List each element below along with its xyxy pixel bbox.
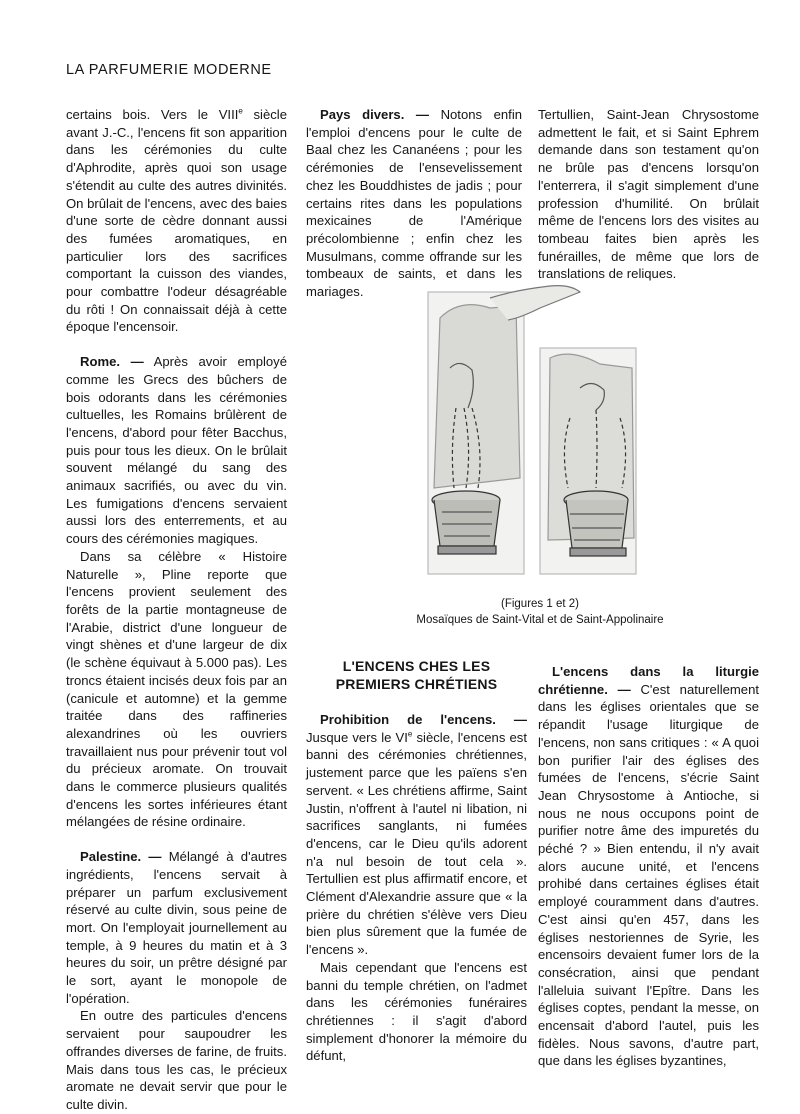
palestine-heading: Palestine. —	[80, 849, 162, 865]
figure-description: Mosaïques de Saint-Vital et de Saint-Appolinaire	[416, 614, 664, 626]
paragraph-prohibition: Prohibition de l'encens. — Jusque vers le VIe siècle, l'encens est banni des cérémonies chrétiennes, justement parce que les païens s'en servent. « Les chrétiens affirme, Saint Justin, n'offrent à l'autel ni libation, ni sacrifices sanglants, ni fumées d'encens, car le Dieu qu'ils adorent n'a nul besoin de tout cela ». Tertullien est plus affirmatif encore, et Clément d'Alexandrie assure que « la prière du chrétien s'élève vers Dieu bien plus sûrement que la fumée de l'encens ».	[306, 712, 527, 958]
column-1	[66, 106, 287, 1114]
running-header: LA PARFUMERIE MODERNE	[66, 62, 272, 78]
prohibition-heading: Prohibition de l'encens. —	[320, 712, 527, 727]
column-2-top	[306, 106, 522, 301]
paragraph-greece: certains bois. Vers le VIIIe siècle avant J.-C., l'encens fit son apparition dans les cérémonies du culte d'Aphrodite, après quoi son usage s'étendit au culte des autres divinités. On brûlait de l'encens, avec des baies d'une sorte de cèdre donnant aussi des fumées aromatiques, en particulier lors des sacrifices comportant la cuisson des viandes, pour combattre l'odeur désagréable du rôti ! On connaissait déjà à cette époque l'encensoir.	[66, 106, 287, 335]
paragraph-pline: Dans sa célèbre « Histoire Naturelle », Pline reporte que l'encens provient seulement des forêts de la partie montagneuse de l'Arabie, district d'une longueur de vingt shènes et d'une largeur de dix (le schène équivaut à 5.000 pas). Les troncs étaient incisés deux fois par an (canicule et automne) et la gemme traitée dans des raffineries alexandrines où les ouvriers travaillaient nus pour prévenir tout vol du précieux aromate. On trouvait dans le commerce plusieurs qualités d'encens les sortes inférieures étant mélangées de résine ordinaire.	[66, 548, 287, 830]
figure-number: (Figures 1 et 2)	[501, 598, 579, 610]
figure-caption	[400, 596, 680, 628]
liturgie-heading: L'encens dans la liturgie chrétienne. —	[538, 664, 759, 697]
paragraph-rome: Rome. — Après avoir employé comme les Grecs des bûchers de bois odorants dans les cérémonies cultuelles, les Romains brûlèrent de l'encens, d'abord pour fêter Bacchus, puis pour tous les dieux. On le brûlait souvent mélangé du sang des animaux sacrifiés, ou avec du vin. Les fumigations d'encens servaient aussi lors des enterrements, et au cours des cérémonies magiques.	[66, 354, 287, 547]
paragraph-liturgie: L'encens dans la liturgie chrétienne. — C'est naturellement dans les églises orientales que se répandit l'usage liturgique de l'encens, non sans critiques : « A quoi bon purifier l'air des églises des fumées de l'encens, s'écrie Saint Jean Chrysostome à Antioche, si nous ne nous occupons point de purifier notre âme des impuretés du péché ? » Bien entendu, il n'y avait alors aucune unité, et l'encens prohibé dans certaines églises était employé couramment dans d'autres. C'est ainsi qu'en 457, dans les églises nestoriennes de Syrie, les encensoirs devaient fumer lors de la consécration, ainsi que pendant l'alleluia suivant l'Epître. Dans les églises coptes, pendant la messe, on encensait d'abord l'autel, puis les fidèles. Nous savons, d'autre part, que dans les églises byzantines,	[538, 664, 759, 1069]
section-title: L'ENCENS CHES LES PREMIERS CHRÉTIENS	[335, 658, 498, 692]
column-2-bottom	[306, 657, 527, 1065]
mosaic-figure	[420, 278, 642, 588]
paragraph-funeraires: Mais cependant que l'encens est banni du temple chrétien, on l'admet dans les cérémonies funéraires chrétiennes : il s'agit d'abord simplement d'honorer la mémoire du défunt,	[306, 959, 527, 1064]
rome-heading: Rome. —	[80, 354, 144, 370]
paragraph-palestine: Palestine. — Mélangé à d'autres ingrédients, l'encens servait à préparer un parfum exclusivement réservé au culte divin, sous peine de mort. On l'employait journellement au temple, à 9 heures du matin et à 3 heures du soir, un prêtre désigné par le sort, ayant le monopole de l'opération.	[66, 849, 287, 1006]
paragraph-tertullien: Tertullien, Saint-Jean Chrysostome admettent le fait, et si Saint Ephrem demande dans son testament qu'on ne brûle pas d'encens lorsqu'on l'enterrera, il s'agit simplement d'une profession d'humilité. On brûlait même de l'encens lors des visites au tombeau faites bien après les funérailles, de même que lors de translations de reliques.	[538, 107, 759, 282]
paragraph-pays-divers: Pays divers. — Notons enfin l'emploi d'encens pour le culte de Baal chez les Cananéens ; pour les cérémonies de l'ensevelissement chez les Bouddhistes de jadis ; pour certains rites dans les populations mexicaines de l'Amérique précolombienne ; enfin chez les Musulmans, comme offrande sur les tombeaux de saints, et dans les mariages.	[306, 107, 523, 300]
column-3-top	[538, 106, 759, 283]
pays-divers-heading: Pays divers. —	[320, 107, 430, 122]
paragraph-offrandes: En outre des particules d'encens servaient pour saupoudrer les offrandes diverses de farine, de fruits. Mais dans tous les cas, le précieux aromate ne devait servir que pour le culte divin.	[66, 1008, 287, 1112]
column-3-bottom	[538, 663, 759, 1070]
